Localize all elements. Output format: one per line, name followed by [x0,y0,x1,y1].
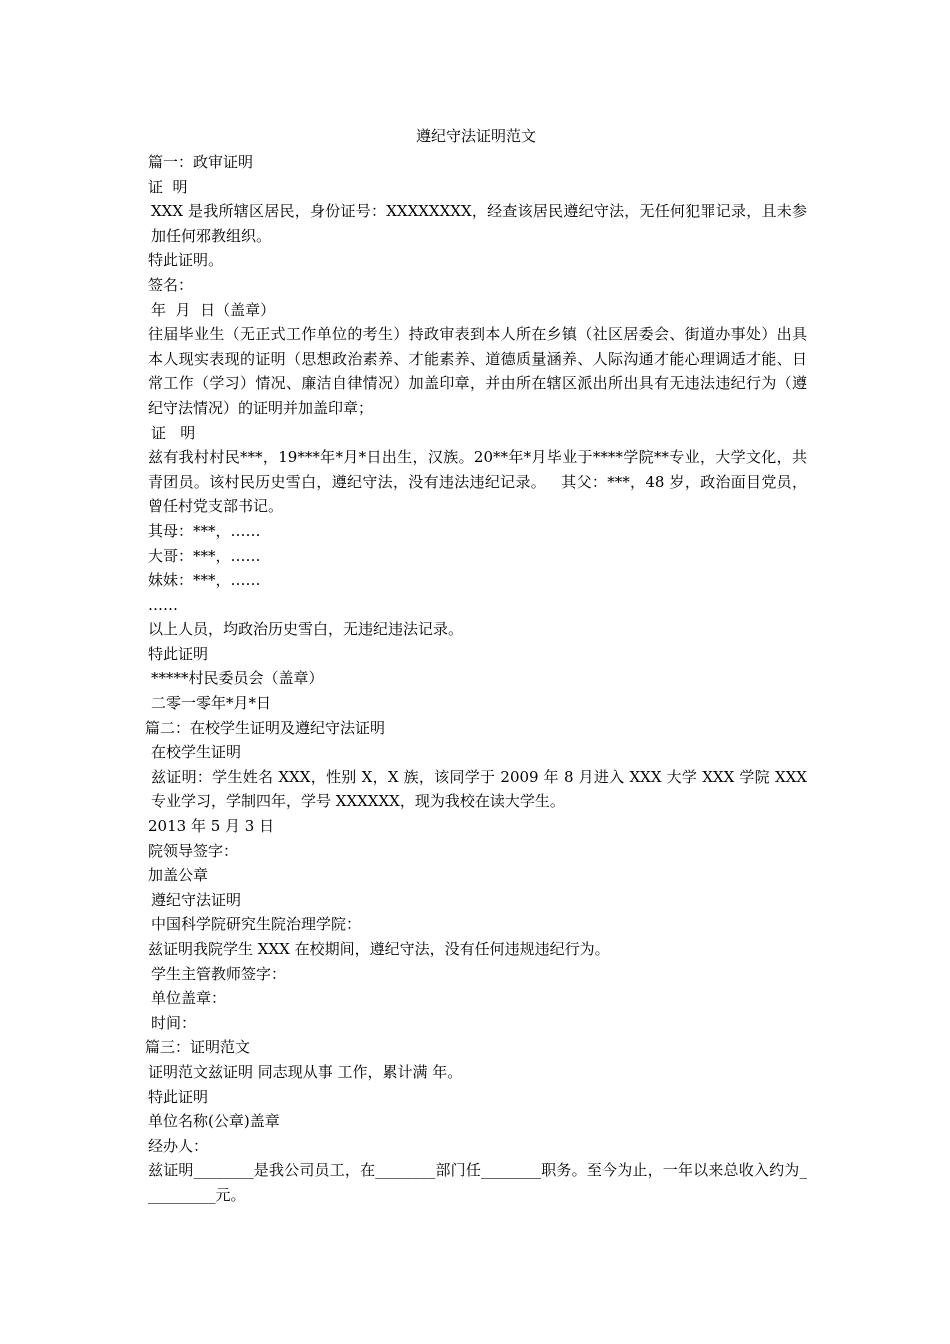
document-paragraph: 院领导签字： [148,841,239,860]
document-paragraph: 经办人： [148,1136,209,1155]
document-paragraph: 加盖公章 [148,866,209,885]
document-paragraph: 特此证明。 [148,251,224,270]
document-paragraph: 兹有我村村民***，19***年*月*日出生，汉族。20**年*月毕业于****学院**专业，大学文化，共青团员。该村民历史雪白，遵纪守法，没有违法违纪记录。 其父：***，48 岁，政治面目党员，曾任村党支部书记。 [148,448,807,516]
document-paragraph: 2013 年 5 月 3 日 [148,817,275,836]
document-body [145,150,812,1208]
document-paragraph: 单位名称(公章)盖章 [148,1112,280,1131]
document-title: 遵纪守法证明范文 [415,127,536,145]
document-paragraph: 大哥：***，…… [148,546,261,565]
document-paragraph: 特此证明 [148,644,209,663]
document-paragraph: *****村民委员会（盖章） [151,669,324,688]
document-paragraph: 以上人员，均政治历史雪白，无违纪违法记录。 [148,620,464,639]
document-paragraph: 单位盖章： [151,989,227,1008]
document-paragraph: 中国科学院研究生院治理学院： [151,915,362,934]
document-page [145,123,812,1208]
document-paragraph: 往届毕业生（无正式工作单位的考生）持政审表到本人所在乡镇（社区居委会、街道办事处）出具本人现实表现的证明（思想政治素养、才能素养、道德质量涵养、人际沟通才能心理调适才能、日常工作（学习）情况、廉洁自律情况）加盖印章，并由所在辖区派出所出具有无违法违纪行为（遵纪守法情况）的证明并加盖印章； [148,325,807,417]
document-paragraph: 遵纪守法证明 [151,890,242,909]
document-paragraph: 在校学生证明 [151,743,242,762]
document-paragraph: 篇一：政审证明 [148,153,254,171]
document-paragraph: 学生主管教师签字： [151,964,287,983]
document-paragraph: 兹证明________是我公司员工，在________部门任________职务。至今为止，一年以来总收入约为__________元。 [148,1161,807,1204]
document-paragraph: 妹妹：***，…… [148,571,261,590]
document-paragraph: 二零一零年*月*日 [151,694,272,713]
document-paragraph: 兹证明我院学生 XXX 在校期间，遵纪守法，没有任何违规违纪行为。 [148,940,610,958]
document-paragraph: XXX 是我所辖区居民，身份证号：XXXXXXXX，经查该居民遵纪守法，无任何犯罪记录，且未参加任何邪教组织。 [151,202,807,245]
document-paragraph: 时间： [151,1013,197,1032]
document-paragraph: 证明范文兹证明 同志现从事 工作，累计满 年。 [148,1062,463,1081]
document-paragraph: 证 明 [151,423,196,442]
document-paragraph: 篇三：证明范文 [145,1038,251,1057]
document-paragraph: 兹证明：学生姓名 XXX，性别 X，X 族，该同学于 2009 年 8 月进入 XXX 大学 XXX 学院 XXX 专业学习，学制四年，学号 XXXXXX，现为我校在读大学生。 [151,767,812,811]
document-paragraph: 证 明 [148,177,188,196]
document-paragraph: 年 月 日（盖章） [151,300,276,319]
document-paragraph: …… [148,595,178,614]
document-paragraph: 签名： [148,275,194,294]
document-paragraph: 其母：***，…… [148,521,261,540]
document-paragraph: 篇二：在校学生证明及遵纪守法证明 [145,718,386,737]
document-paragraph: 特此证明 [148,1087,209,1106]
